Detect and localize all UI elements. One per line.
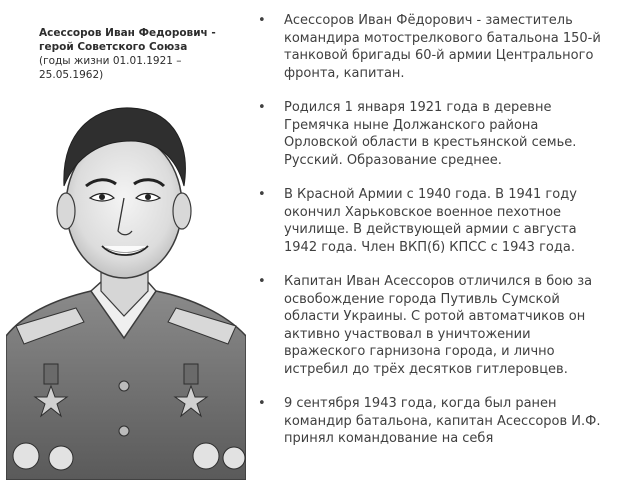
list-item: [256, 12, 608, 82]
portrait-drawing-icon: [6, 86, 246, 480]
bullet-dot-icon: •: [258, 100, 266, 115]
list-item: [256, 395, 608, 448]
bullet-text: В Красной Армии с 1940 года. В 1941 году окончил Харьковское военное пехотное училище. В действующей армии с августа 1942 года. Член ВКП(б) КПСС с 1943 года.: [284, 187, 577, 255]
portrait-caption: [39, 26, 244, 82]
bullet-dot-icon: •: [258, 187, 266, 202]
bullet-dot-icon: •: [258, 274, 266, 289]
list-item: [256, 273, 608, 378]
bullet-dot-icon: •: [258, 396, 266, 411]
caption-years: (годы жизни 01.01.1921 – 25.05.1962): [39, 55, 182, 81]
bullet-text: 9 сентября 1943 года, когда был ранен командир батальона, капитан Асессоров И.Ф. принял командование на себя: [284, 396, 601, 446]
caption-name: Асессоров Иван Федорович - герой Советского Союза: [39, 27, 216, 53]
list-item: [256, 99, 608, 169]
bullet-dot-icon: •: [258, 13, 266, 28]
bullet-text: Капитан Иван Асессоров отличился в бою за освобождение города Путивль Сумской области Украины. С ротой автоматчиков он активно участвовал в уничтожении вражеского гарнизона города, и лично истребил до трёх десятков гитлеровцев.: [284, 274, 593, 377]
biography-list: [256, 12, 608, 465]
bullet-text: Родился 1 января 1921 года в деревне Гремячка ныне Должанского района Орловской области в крестьянской семье. Русский. Образование среднее.: [284, 100, 577, 168]
list-item: [256, 186, 608, 256]
bullet-text: Асессоров Иван Фёдорович - заместитель командира мотострелкового батальона 150-й танковой бригады 60-й армии Центрального фронта, капитан.: [284, 13, 601, 81]
